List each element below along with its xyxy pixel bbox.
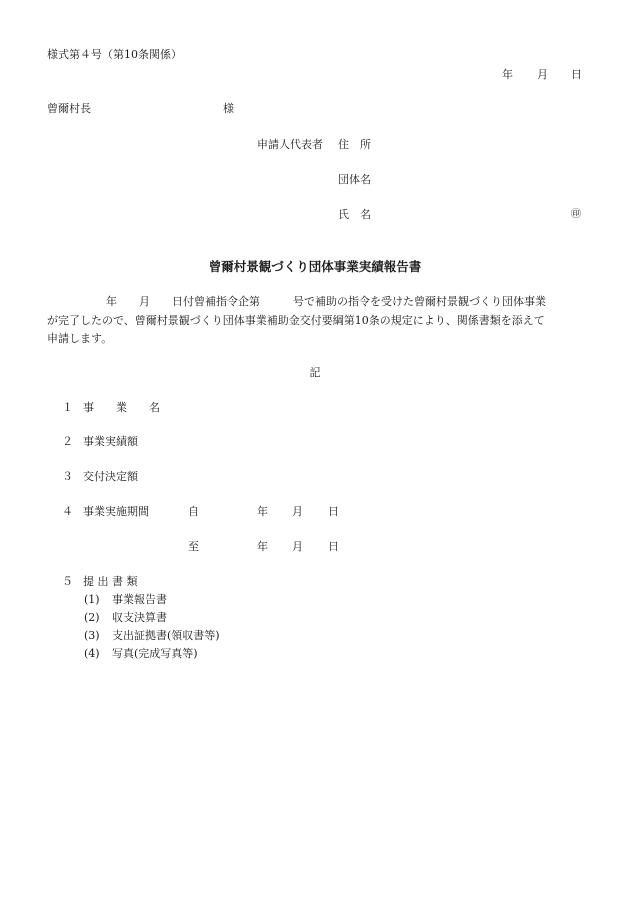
document-text: 収支決算書	[112, 611, 167, 624]
item-label: 事 業 名	[83, 401, 160, 414]
period-to: 至	[188, 540, 199, 553]
addressee-name: 曾爾村長	[47, 102, 91, 115]
document-text: 支出証拠書(領収書等)	[112, 629, 220, 642]
address-label: 住 所	[338, 138, 371, 151]
date-year: 年	[502, 68, 513, 81]
document-text: 写真(完成写真等)	[112, 647, 198, 660]
item-label: 事業実施期間	[83, 505, 149, 518]
document-number: (2)	[84, 611, 100, 624]
item-label: 交付決定額	[83, 470, 138, 483]
form-number: 様式第４号（第10条関係）	[47, 48, 182, 61]
item-label: 事業実績額	[83, 435, 138, 448]
period-from-day: 日	[328, 505, 339, 518]
item-number: １	[62, 401, 73, 414]
document-number: (3)	[84, 629, 100, 642]
item-label: 提 出 書 類	[83, 575, 138, 588]
date-day: 日	[571, 68, 582, 81]
body-line-1: 年 月 日付曾補指令企第 号で補助の指令を受けた曾爾村景観づくり団体事業	[106, 295, 546, 308]
period-from-month: 月	[292, 505, 303, 518]
seal-mark: ㊞	[571, 209, 581, 220]
period-to-year: 年	[257, 540, 268, 553]
period-from-year: 年	[257, 505, 268, 518]
period-to-month: 月	[292, 540, 303, 553]
ki-heading: 記	[309, 366, 321, 379]
document-title: 曾爾村景観づくり団体事業実績報告書	[208, 259, 422, 274]
item-number: ３	[62, 470, 73, 483]
document-number: (4)	[84, 647, 100, 660]
body-line-2: が完了したので、曾爾村景観づくり団体事業補助金交付要綱第10条の規定により、関係書類を添えて	[47, 314, 545, 327]
body-line-3: 申請します。	[47, 332, 113, 345]
item-number: ５	[62, 575, 73, 588]
period-to-day: 日	[328, 540, 339, 553]
name-label: 氏 名	[338, 208, 371, 221]
document-number: (1)	[84, 593, 100, 606]
period-from: 自	[188, 505, 199, 518]
item-number: ４	[62, 505, 73, 518]
representative-label: 申請人代表者	[257, 138, 323, 151]
document-text: 事業報告書	[112, 593, 167, 606]
addressee-honorific: 様	[223, 102, 234, 115]
date-month: 月	[537, 68, 548, 81]
group-name-label: 団体名	[338, 173, 371, 186]
item-number: ２	[62, 435, 73, 448]
